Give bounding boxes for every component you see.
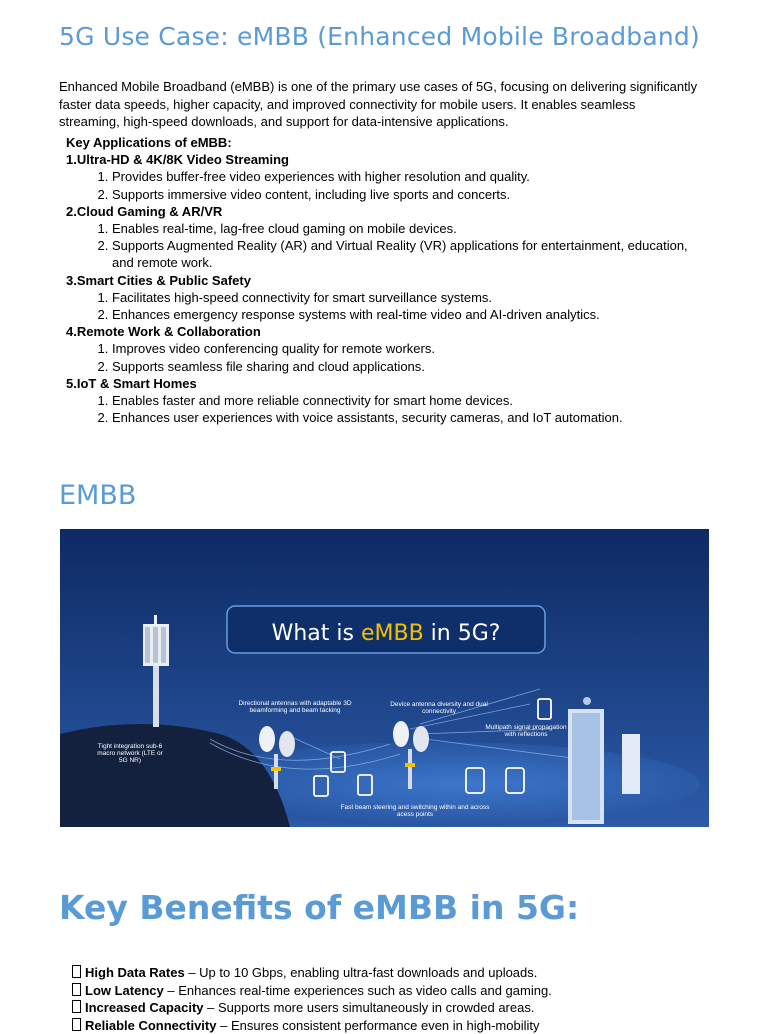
benefit-label: High Data Rates <box>85 965 185 980</box>
list-item: 1. Enables faster and more reliable connectivity for smart home devices. <box>112 392 706 409</box>
category-list <box>66 340 706 374</box>
benefit-label: Reliable Connectivity <box>85 1018 216 1033</box>
section-heading-embb: EMBB <box>59 480 136 511</box>
category-block <box>66 323 706 375</box>
list-item: 1. Facilitates high-speed connectivity for smart surveillance systems. <box>112 289 706 306</box>
label-line: macro network (LTE or <box>97 750 163 757</box>
category-title: 2.Cloud Gaming & AR/VR <box>66 203 706 220</box>
list-item: 1. Enables real-time, lag-free cloud gaming on mobile devices. <box>112 220 706 237</box>
list-item <box>72 1017 712 1034</box>
label-line: Fast beam steering and switching within and across <box>341 804 491 811</box>
applications-heading: Key Applications of eMBB: <box>66 134 706 151</box>
category-title: 5.IoT & Smart Homes <box>66 375 706 392</box>
category-block <box>66 375 706 427</box>
label-line: with reflections <box>504 731 549 738</box>
benefit-text: – Enhances real-time experiences such as video calls and gaming. <box>164 983 552 998</box>
benefit-text: – Supports more users simultaneously in crowded areas. <box>204 1000 535 1015</box>
benefit-label: Low Latency <box>85 983 164 998</box>
category-title: 1.Ultra-HD & 4K/8K Video Streaming <box>66 151 706 168</box>
label-line: Multipath signal propagation <box>485 724 567 731</box>
category-block <box>66 151 706 203</box>
embb-infographic <box>60 529 709 827</box>
missing-glyph-icon <box>72 983 81 996</box>
intro-paragraph: Enhanced Mobile Broadband (eMBB) is one of the primary use cases of 5G, focusing on delivering significantly faster data speeds, higher capacity, and improved connectivity for mobile users. It enables seamless streaming, high-speed downloads, and support for data-intensive applications. <box>59 78 699 131</box>
list-item: 2. Supports seamless file sharing and cloud applications. <box>112 358 706 375</box>
label-line: Device antenna diversity and dual <box>390 701 488 708</box>
missing-glyph-icon <box>72 1018 81 1031</box>
missing-glyph-icon <box>72 965 81 978</box>
label-line: beamforming and beam tacking <box>249 707 340 714</box>
label-line: Directional antennas with adaptable 3D <box>238 700 351 707</box>
list-item: 2. Supports Augmented Reality (AR) and Virtual Reality (VR) applications for entertainment, education, and remote work. <box>112 237 706 271</box>
benefit-text: – Ensures consistent performance even in high-mobility <box>216 1018 539 1033</box>
svg-text:Directional antennas with adap <box>238 700 351 714</box>
category-list <box>66 289 706 323</box>
category-list <box>66 392 706 426</box>
list-item: 1. Provides buffer-free video experiences with higher resolution and quality. <box>112 168 706 185</box>
applications-section <box>66 134 706 426</box>
list-item <box>72 964 712 982</box>
list-item: 2. Enhances emergency response systems with real-time video and AI-driven analytics. <box>112 306 706 323</box>
label-line: connectivity <box>422 708 457 715</box>
list-item: 2. Supports immersive video content, including live sports and concerts. <box>112 186 706 203</box>
category-block <box>66 203 706 272</box>
category-title: 3.Smart Cities & Public Safety <box>66 272 706 289</box>
benefits-heading: Key Benefits of eMBB in 5G: <box>59 888 579 927</box>
benefit-text: – Up to 10 Gbps, enabling ultra-fast downloads and uploads. <box>185 965 538 980</box>
category-title: 4.Remote Work & Collaboration <box>66 323 706 340</box>
label-line: 5G NR) <box>119 757 141 764</box>
headline-text: What is eMBB in 5G? <box>272 621 501 646</box>
label-line: acess points <box>397 811 434 818</box>
list-item <box>72 999 712 1017</box>
page-title: 5G Use Case: eMBB (Enhanced Mobile Broadband) <box>59 22 700 51</box>
category-list <box>66 220 706 272</box>
benefit-label: Increased Capacity <box>85 1000 204 1015</box>
label-line: Tight integration sub-6 <box>98 743 163 750</box>
infographic-canvas <box>60 529 709 827</box>
list-item: 2. Enhances user experiences with voice assistants, security cameras, and IoT automation. <box>112 409 706 426</box>
list-item: 1. Improves video conferencing quality for remote workers. <box>112 340 706 357</box>
category-block <box>66 272 706 324</box>
category-list <box>66 168 706 202</box>
list-item <box>72 982 712 1000</box>
benefits-list <box>72 964 712 1034</box>
missing-glyph-icon <box>72 1000 81 1013</box>
